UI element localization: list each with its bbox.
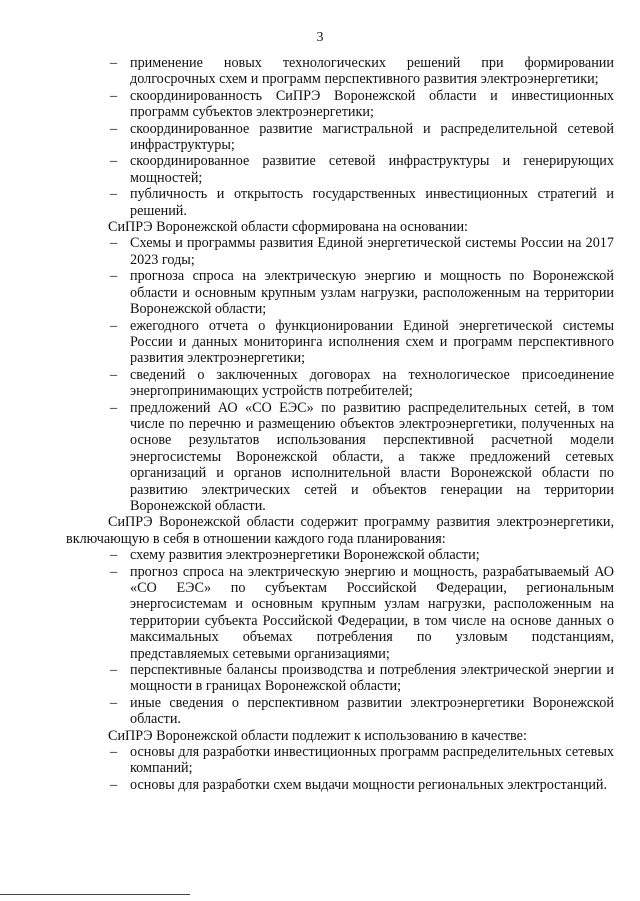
list-item [66, 318, 614, 367]
dash-bullet: – [110, 87, 118, 104]
list-item [66, 121, 614, 154]
dash-bullet: – [110, 366, 118, 383]
list-item-text: скоординированное развитие магистральной и распределительной сетевой инфраструктуры; [130, 120, 614, 154]
program-contents-paragraph: СиПРЭ Воронежской области содержит программу развития электроэнергетики, включающую в себя в отношении каждого года планирования: [66, 514, 614, 547]
list-item-text: ежегодного отчета о функционировании Единой энергетической системы России и данных мониторинга исполнения схем и программ перспективного развития электроэнергетики; [130, 317, 614, 367]
footer-divider [0, 894, 190, 895]
list-item-text: скоординированное развитие сетевой инфраструктуры и генерирующих мощностей; [130, 153, 614, 186]
list-item [66, 88, 614, 121]
list-item-text: схему развития электроэнергетики Воронежской области; [130, 547, 480, 564]
list-item [66, 186, 614, 219]
dash-bullet: – [110, 55, 118, 71]
list-item [66, 400, 614, 515]
dash-bullet: – [110, 120, 118, 137]
list-item-text: публичность и открытость государственных инвестиционных стратегий и решений. [130, 186, 614, 219]
list-item-text: предложений АО «СО ЕЭС» по развитию распределительных сетей, в том числе по перечню и размещению объектов электроэнергетики, полученных на основе результатов использования перспективной расчетной модели энергосистемы Воронежской области, а также предложений сетевых организаций и органов исполнительной власти Воронежской области по развитию электрических сетей и объектов генерации на территории Воронежской области. [130, 399, 614, 514]
list-item-text: основы для разработки инвестиционных программ распределительных сетевых компаний; [130, 744, 614, 777]
list-item [66, 367, 614, 400]
list-item [66, 695, 614, 728]
principles-list [66, 55, 614, 219]
list-item-text: основы для разработки схем выдачи мощности региональных электростанций. [130, 776, 608, 793]
list-item [66, 744, 614, 777]
dash-bullet: – [110, 399, 118, 416]
dash-bullet: – [110, 694, 118, 711]
dash-bullet: – [110, 776, 118, 793]
dash-bullet: – [110, 662, 118, 679]
dash-bullet: – [110, 153, 118, 170]
basis-intro-paragraph: СиПРЭ Воронежской области сформирована на основании: [108, 219, 468, 236]
usage-intro-paragraph: СиПРЭ Воронежской области подлежит к использованию в качестве: [108, 727, 527, 744]
list-item [66, 662, 614, 695]
list-item-text: скоординированность СиПРЭ Воронежской области и инвестиционных программ субъектов электроэнергетики; [130, 87, 614, 121]
dash-bullet: – [110, 268, 118, 285]
dash-bullet: – [110, 186, 118, 203]
list-item-text: применение новых технологических решений при формировании долгосрочных схем и программ перспективного развития электроэнергетики; [130, 55, 614, 88]
list-item [66, 777, 614, 793]
list-item-text: иные сведения о перспективном развитии электроэнергетики Воронежской области. [130, 694, 614, 728]
page-number: 3 [316, 30, 324, 45]
list-item [66, 55, 614, 88]
usage-list [66, 744, 614, 793]
document-body [66, 55, 614, 793]
list-item-text: перспективные балансы производства и потребления электрической энергии и мощности в границах Воронежской области; [130, 662, 614, 695]
list-item-text: прогноза спроса на электрическую энергию и мощность по Воронежской области и основным крупным узлам нагрузки, расположенным на территории Воронежской области; [130, 268, 614, 318]
dash-bullet: – [110, 744, 118, 761]
program-contents-list [66, 547, 614, 727]
list-item [66, 564, 614, 662]
basis-list [66, 235, 614, 514]
dash-bullet: – [110, 547, 118, 564]
list-item [66, 235, 614, 268]
list-item-text: Схемы и программы развития Единой энергетической системы России на 2017 2023 годы; [130, 235, 614, 268]
dash-bullet: – [110, 317, 118, 334]
list-item [66, 547, 614, 563]
list-item [66, 153, 614, 186]
list-item-text: сведений о заключенных договорах на технологическое присоединение энергопринимающих устройств потребителей; [130, 366, 614, 400]
list-item [66, 268, 614, 317]
list-item-text: прогноз спроса на электрическую энергию и мощность, разрабатываемый АО «СО ЕЭС» по субъектам Российской Федерации, региональным энергосистемам и основным крупным узлам нагрузки, расположенным на территории субъекта Российской Федерации, в том числе на основе данных о максимальных объемах потребления по узловым подстанциям, представляемых сетевыми организациями; [130, 563, 614, 662]
dash-bullet: – [110, 235, 118, 252]
dash-bullet: – [110, 563, 118, 580]
